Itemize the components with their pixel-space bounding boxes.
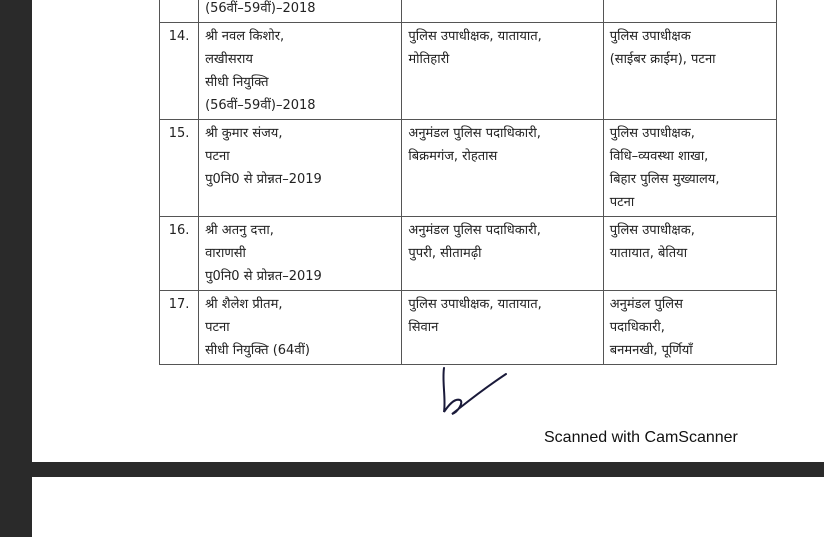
officer-name-cell-line: (56वीं–59वीं)–2018 <box>205 1 316 16</box>
officer-name-cell-line: पटना <box>205 320 230 335</box>
serial-number: 14. <box>160 23 199 120</box>
officer-name-cell <box>199 120 402 217</box>
officer-name-cell-line: श्री नवल किशोर, <box>205 29 285 44</box>
officer-name-cell <box>199 217 402 291</box>
table-row <box>160 0 777 23</box>
new-posting-cell-line: बिहार पुलिस मुख्यालय, <box>609 172 720 187</box>
current-posting-cell-line: सिवान <box>408 320 439 335</box>
current-posting-cell <box>402 217 603 291</box>
serial-number: 16. <box>160 217 199 291</box>
scanned-watermark: Scanned with CamScanner <box>544 429 738 446</box>
signature <box>436 362 516 422</box>
serial-number <box>160 0 199 23</box>
new-posting-cell-line: यातायात, बेतिया <box>609 246 688 261</box>
new-posting-cell <box>603 0 776 23</box>
current-posting-cell-line: पुलिस उपाधीक्षक, यातायात, <box>408 297 542 312</box>
officer-name-cell-line: श्री शैलेश प्रीतम, <box>205 297 283 312</box>
serial-number: 15. <box>160 120 199 217</box>
officer-name-cell-line: लखीसराय <box>205 52 253 67</box>
current-posting-cell <box>402 23 603 120</box>
current-posting-cell-line: पुपरी, सीतामढ़ी <box>408 246 482 261</box>
officer-name-cell-line: वाराणसी <box>205 246 246 261</box>
new-posting-cell-line: बनमनखी, पूर्णियाँ <box>609 343 693 358</box>
officer-name-cell <box>199 291 402 365</box>
officer-name-cell-line: सीधी नियुक्ति <box>205 75 269 90</box>
document-page <box>32 0 824 462</box>
officer-name-cell-line: पटना <box>205 149 230 164</box>
officer-name-cell-line: सीधी नियुक्ति (64वीं) <box>205 343 310 358</box>
table-row <box>160 217 777 291</box>
new-posting-cell-line: पदाधिकारी, <box>609 320 665 335</box>
current-posting-cell-line: बिक्रमगंज, रोहतास <box>408 149 498 164</box>
new-posting-cell <box>603 291 776 365</box>
transfer-table-body <box>160 0 777 365</box>
new-posting-cell-line: पुलिस उपाधीक्षक, <box>609 126 695 141</box>
officer-name-cell-line: पु0नि0 से प्रोन्नत–2019 <box>205 269 322 284</box>
table-row <box>160 120 777 217</box>
table-row <box>160 291 777 365</box>
current-posting-cell-line: अनुमंडल पुलिस पदाधिकारी, <box>408 223 541 238</box>
current-posting-cell <box>402 291 603 365</box>
officer-name-cell-line: श्री अतनु दत्ता, <box>205 223 274 238</box>
new-posting-cell <box>603 120 776 217</box>
new-posting-cell-line: पुलिस उपाधीक्षक, <box>609 223 695 238</box>
next-page <box>32 477 824 537</box>
officer-name-cell-line: (56वीं–59वीं)–2018 <box>205 98 316 113</box>
transfer-table <box>159 0 777 365</box>
current-posting-cell-line: मोतिहारी <box>408 52 450 67</box>
officer-name-cell <box>199 23 402 120</box>
new-posting-cell-line: अनुमंडल पुलिस <box>609 297 683 312</box>
current-posting-cell-line: अनुमंडल पुलिस पदाधिकारी, <box>408 126 541 141</box>
new-posting-cell-line: पुलिस उपाधीक्षक <box>609 29 691 44</box>
officer-name-cell-line: पु0नि0 से प्रोन्नत–2019 <box>205 172 322 187</box>
table-row <box>160 23 777 120</box>
current-posting-cell <box>402 120 603 217</box>
new-posting-cell-line: (साईबर क्राईम), पटना <box>609 52 716 67</box>
current-posting-cell <box>402 0 603 23</box>
current-posting-cell-line: पुलिस उपाधीक्षक, यातायात, <box>408 29 542 44</box>
serial-number: 17. <box>160 291 199 365</box>
new-posting-cell <box>603 217 776 291</box>
officer-name-cell <box>199 0 402 23</box>
new-posting-cell-line: पटना <box>609 195 635 210</box>
officer-name-cell-line: श्री कुमार संजय, <box>205 126 283 141</box>
new-posting-cell <box>603 23 776 120</box>
new-posting-cell-line: विधि–व्यवस्था शाखा, <box>609 149 709 164</box>
